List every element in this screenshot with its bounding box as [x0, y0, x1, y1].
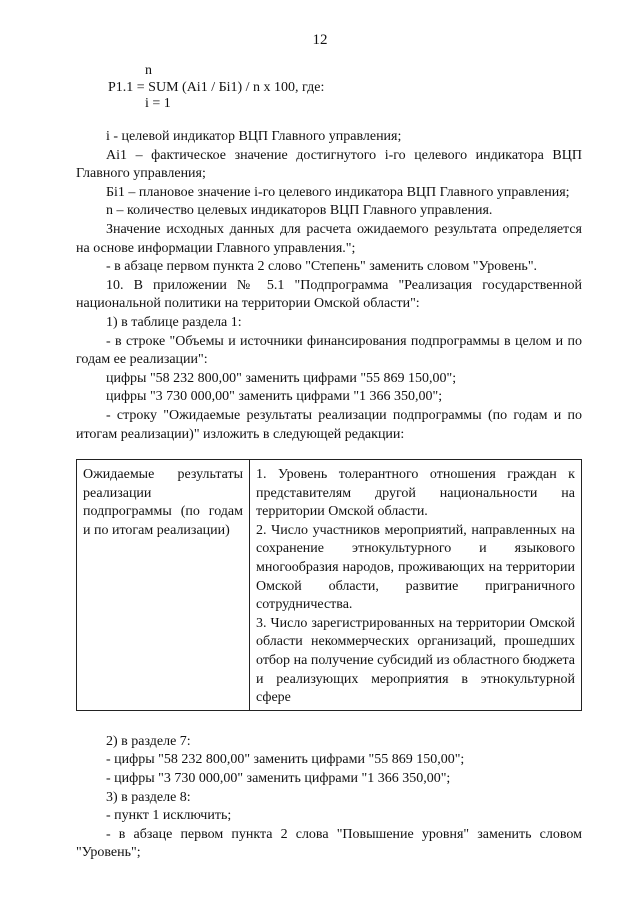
- formula-lower-limit: i = 1: [145, 96, 171, 111]
- paragraph-table-section-1: 1) в таблице раздела 1:: [106, 314, 242, 330]
- result-item-2: 2. Число участников мероприятий, направленных на сохранение этнокультурного и языкового многообразия народов, проживающих на территории Омской области, развитие приграничного сотрудничества.: [256, 522, 575, 613]
- table-row: [77, 460, 582, 711]
- paragraph-replace-povyshenie: - в абзаце первом пункта 2 слова "Повышение уровня" заменить словом "Уровень";: [76, 826, 582, 861]
- result-item-1: 1. Уровень толерантного отношения граждан к представителям другой национальности на территории Омской области.: [256, 467, 575, 520]
- paragraph-bi1-definition: Бi1 – плановое значение i-го целевого индикатора ВЦП Главного управления;: [106, 184, 570, 200]
- formula-main: P1.1 = SUM (Ai1 / Бi1) / n x 100, где:: [108, 80, 325, 95]
- paragraph-i-definition: i - целевой индикатор ВЦП Главного управления;: [106, 129, 402, 144]
- result-item-3: 3. Число зарегистрированных на территории Омской области некоммерческих организаций, прошедших отбор на получение субсидий из областного бюджета и реализующих мероприятия в этнокультурной сфере: [256, 615, 575, 706]
- table-cell-label: Ожидаемые результаты реализации подпрограммы (по годам и по итогам реализации): [77, 460, 250, 711]
- formula-upper-limit: n: [145, 63, 152, 78]
- paragraph-replace-figures-2: цифры "3 730 000,00" заменить цифрами "1 366 350,00";: [106, 389, 443, 405]
- paragraph-section-8: 3) в разделе 8:: [106, 789, 191, 805]
- expected-results-table: [76, 459, 582, 711]
- paragraph-ai1-definition: Ai1 – фактическое значение достигнутого i-го целевого индикатора ВЦП Главного управления;: [76, 147, 582, 182]
- paragraph-expected-results-row: - строку "Ожидаемые результаты реализации подпрограммы (по годам и по итогам реализации)" изложить в следующей редакции:: [76, 407, 582, 442]
- paragraph-n-definition: n – количество целевых индикаторов ВЦП Главного управления.: [106, 203, 493, 219]
- paragraph-exclude-item-1: - пункт 1 исключить;: [106, 808, 232, 824]
- paragraph-section-7-figures-2: - цифры "3 730 000,00" заменить цифрами "1 366 350,00";: [106, 771, 451, 786]
- paragraph-section-7: 2) в разделе 7:: [106, 733, 191, 749]
- document-body: [76, 128, 582, 863]
- paragraph-item-10: 10. В приложении № 5.1 "Подпрограмма "Реализация государственной национальной политики на территории Омской области":: [76, 277, 582, 312]
- paragraph-source-data: Значение исходных данных для расчета ожидаемого результата определяется на основе информации Главного управления.";: [76, 221, 582, 256]
- page-number: 12: [312, 32, 328, 48]
- paragraph-section-7-figures-1: - цифры "58 232 800,00" заменить цифрами "55 869 150,00";: [106, 752, 465, 768]
- paragraph-replace-figures-1: цифры "58 232 800,00" заменить цифрами "55 869 150,00";: [106, 370, 457, 386]
- after-table-section: [76, 733, 582, 863]
- paragraph-funding-row: - в строке "Объемы и источники финансирования подпрограммы в целом и по годам ее реализации":: [76, 333, 582, 368]
- paragraph-replace-stepen: - в абзаце первом пункта 2 слово "Степень" заменить словом "Уровень".: [106, 259, 538, 275]
- table-cell-results: [250, 460, 582, 711]
